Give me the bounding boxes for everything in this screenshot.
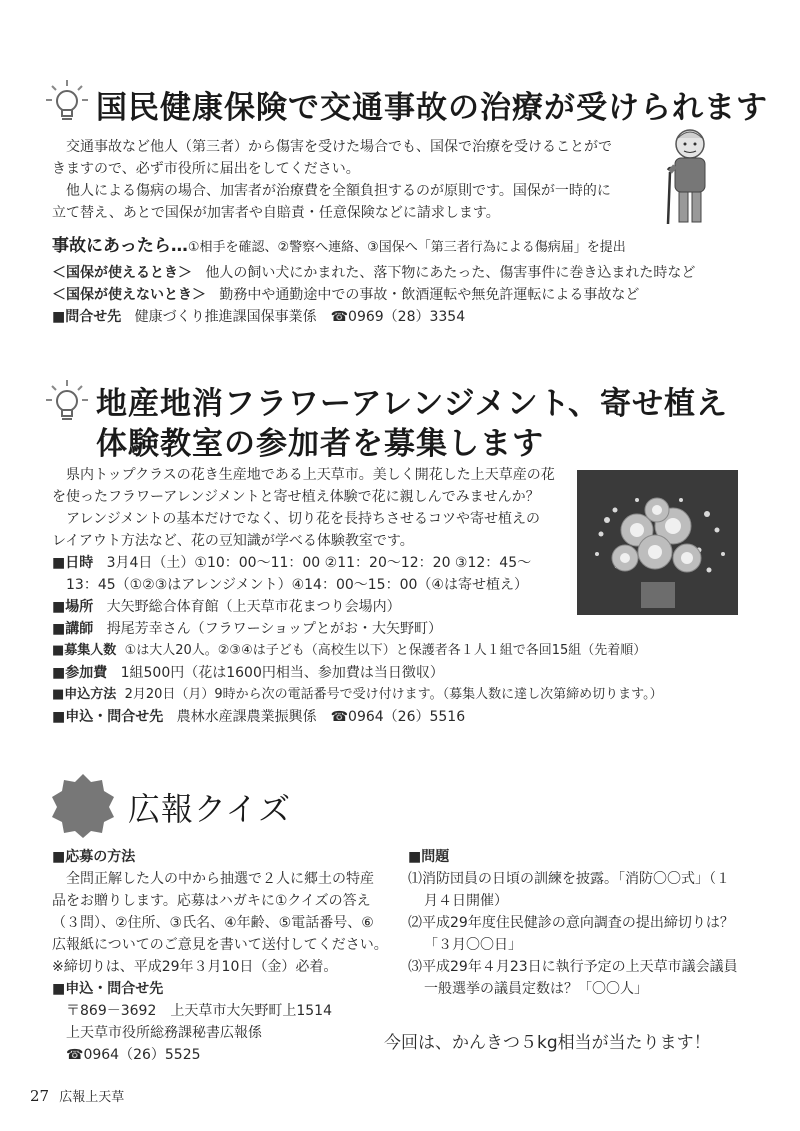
- section1-paragraph-1a: 交通事故など他人（第三者）から傷害を受けた場合でも、国保で治療を受けることがで: [66, 139, 612, 155]
- quiz-address-line: 〒869－3692 上天草市大矢野町上1514: [66, 1003, 332, 1019]
- fee-row: [52, 662, 663, 684]
- accident-steps-row: [52, 231, 626, 256]
- place-label: ■場所: [52, 599, 94, 615]
- section1-title: 国民健康保険で交通事故の治療が受けられます: [96, 90, 768, 126]
- quiz-how-line: （３問）、②住所、③氏名、④年齢、⑤電話番号、⑥: [52, 915, 374, 931]
- apply-label: ■申込方法: [52, 687, 117, 702]
- publication-name: 広報上天草: [59, 1090, 125, 1105]
- lightbulb-icon: [44, 378, 90, 424]
- date-text-continued: 13：45（①②③はアレンジメント）④14：00～15：00（④は寄せ植え）: [66, 577, 528, 593]
- quiz-question-line: 「３月〇〇日」: [424, 937, 522, 953]
- section1-contact-label: ■問合せ先: [52, 309, 122, 325]
- quiz-how-line: 広報紙についてのご意見を書いて送付してください。: [52, 937, 388, 953]
- page-number: 27: [30, 1087, 50, 1105]
- section1-contact-row: [52, 306, 695, 328]
- quiz-how-line: 全問正解した人の中から抽選で２人に郷土の特産: [66, 871, 374, 887]
- accident-label: 事故にあったら…: [52, 236, 188, 256]
- quiz-questions-label: ■問題: [408, 849, 450, 865]
- quiz-prize: 今回は、かんきつ５kg相当が当たります！: [384, 1033, 711, 1053]
- section2-contact-text: 農林水産課農業振興係 ☎0964（26）5516: [176, 709, 466, 725]
- section2-paragraph-2b: レイアウト方法など、花の豆知識が学べる体験教室です。: [52, 533, 414, 549]
- section2-paragraph-1b: を使ったフラワーアレンジメントと寄せ植え体験で花に親しんでみませんか？: [52, 489, 540, 505]
- quiz-question-line: ⑴消防団員の日頃の訓練を披露。「消防〇〇式」（１: [408, 871, 730, 887]
- capacity-row: [52, 640, 663, 662]
- place-row: [52, 596, 663, 618]
- section2-contact-row: [52, 706, 663, 728]
- apply-row: [52, 684, 663, 706]
- section2-title-line2: 体験教室の参加者を募集します: [96, 426, 544, 462]
- quiz-how-label: ■応募の方法: [52, 849, 136, 865]
- section2-title-line1: 地産地消フラワーアレンジメント、寄せ植え: [96, 386, 728, 422]
- lightbulb-icon: [44, 78, 90, 124]
- quiz-how-line: ※締切りは、平成29年３月10日（金）必着。: [52, 959, 338, 975]
- lecturer-text: 拇尾芳幸さん（フラワーショップとがお・大矢野町）: [106, 621, 443, 637]
- section2-paragraph-1a: 県内トップクラスの花き生産地である上天草市。美しく開花した上天草産の花: [66, 467, 555, 483]
- section2-contact-label: ■申込・問合せ先: [52, 709, 164, 725]
- fee-label: ■参加費: [52, 665, 108, 681]
- capacity-label: ■募集人数: [52, 643, 117, 658]
- footer: [30, 1086, 124, 1105]
- fee-text: 1組500円（花は1600円相当、参加費は当日徴収）: [120, 665, 444, 681]
- date-row: [52, 552, 572, 574]
- section1-paragraph-2b: 立て替え、あとで国保が加害者や自賠責・任意保険などに請求します。: [52, 205, 500, 221]
- section1-paragraph-2a: 他人による傷病の場合、加害者が治療費を全額負担するのが原則です。国保が一時的に: [66, 183, 611, 199]
- accident-steps: ①相手を確認、②警察へ連絡、③国保へ「第三者行為による傷病届」を提出: [187, 240, 626, 255]
- quiz-badge-icon: [50, 772, 116, 842]
- quiz-question-line: ⑶平成29年４月23日に執行予定の上天草市議会議員: [408, 959, 738, 975]
- quiz-how-line: 品をお贈りします。応募はハガキに①クイズの答え: [52, 893, 371, 909]
- can-use-label: ＜国保が使えるとき＞: [52, 265, 192, 281]
- flower-arrangement-photo: [577, 470, 738, 615]
- date-text: 3月4日（土）①10：00～11：00 ②11：20～12：20 ③12：45～: [106, 555, 532, 571]
- apply-text: 2月20日（月）9時から次の電話番号で受け付けます。（募集人数に達し次第締め切ります。）: [124, 687, 663, 702]
- elderly-person-illustration: [660, 124, 720, 232]
- quiz-contact-label: ■申込・問合せ先: [52, 981, 164, 997]
- quiz-phone-line: ☎0964（26）5525: [66, 1047, 201, 1063]
- section2-paragraph-2a: アレンジメントの基本だけでなく、切り花を長持ちさせるコツや寄せ植えの: [66, 511, 541, 527]
- can-use-row: [52, 262, 695, 284]
- quiz-question-line: 月４日開催）: [424, 893, 508, 909]
- lecturer-label: ■講師: [52, 621, 94, 637]
- quiz-address-line: 上天草市役所総務課秘書広報係: [66, 1025, 262, 1041]
- cannot-use-label: ＜国保が使えないとき＞: [52, 287, 206, 303]
- quiz-question-line: ⑵平成29年度住民健診の意向調査の提出締切りは？: [408, 915, 734, 931]
- place-text: 大矢野総合体育館（上天草市花まつり会場内）: [106, 599, 401, 615]
- section1-paragraph-1b: きますので、必ず市役所に届出をしてください。: [52, 161, 360, 177]
- quiz-question-line: 一般選挙の議員定数は？「〇〇人」: [424, 981, 648, 997]
- lecturer-row: [52, 618, 663, 640]
- date-label: ■日時: [52, 555, 94, 571]
- can-use-text: 他人の飼い犬にかまれた、落下物にあたった、傷害事件に巻き込まれた時など: [205, 265, 696, 281]
- cannot-use-row: [52, 284, 695, 306]
- section1-contact-text: 健康づくり推進課国保事業係 ☎0969（28）3354: [134, 309, 466, 325]
- quiz-title: 広報クイズ: [128, 790, 292, 828]
- capacity-text: ①は大人20人。②③④は子ども（高校生以下）と保護者各１人１組で各回15組（先着順）: [124, 643, 647, 658]
- cannot-use-text: 勤務中や通勤途中での事故・飲酒運転や無免許運転による事故など: [219, 287, 640, 303]
